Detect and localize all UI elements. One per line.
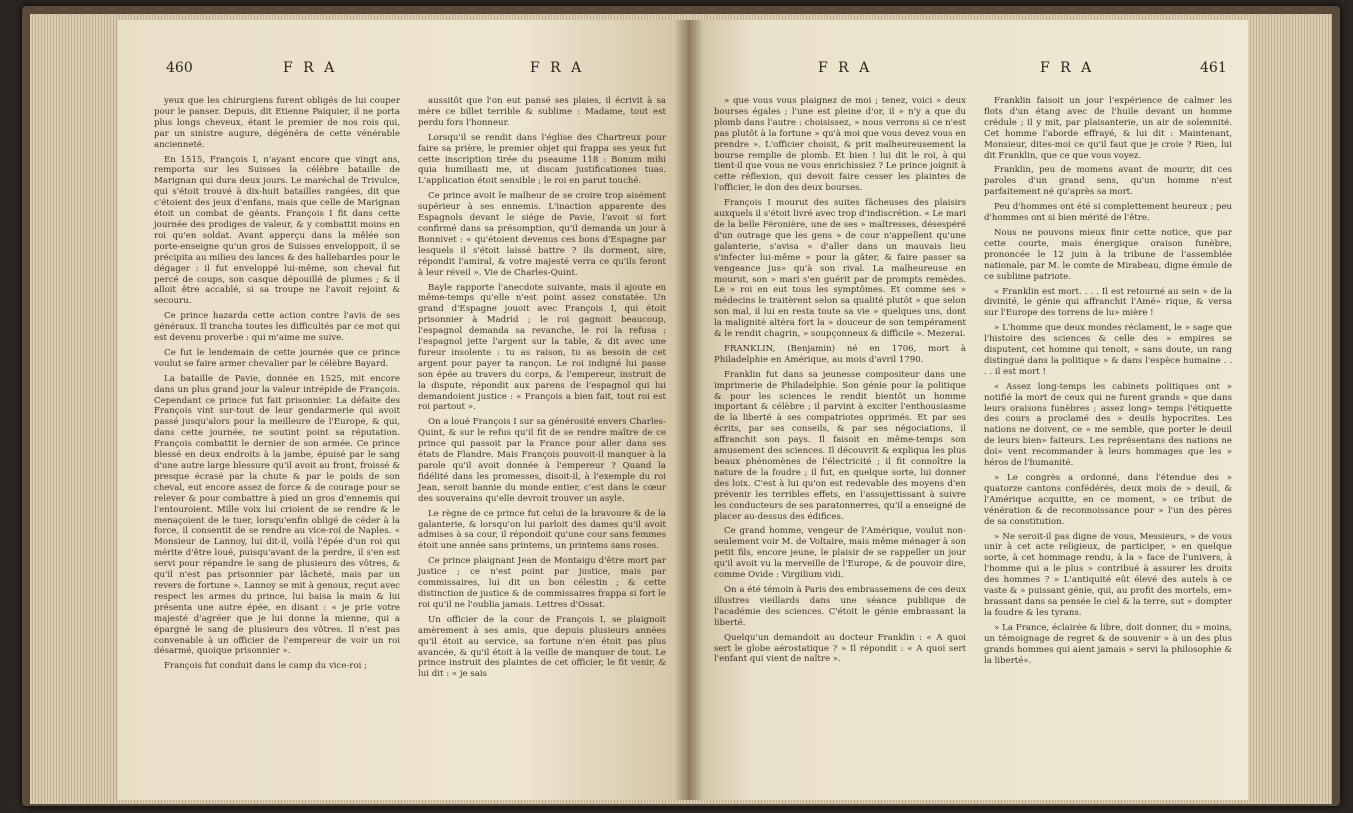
paragraph: yeux que les chirurgiens furent obligés de lui couper pour le panser. Depuis, dit Etienne Paiquier, il ne porta plus longs cheveux, étant le premier de nos rois qui, par un sinistre augure, dégénéra de cette vénérable ancienneté. xyxy=(154,96,400,150)
paragraph: François I mourut des suites fâcheuses des plaisirs auxquels il s'étoit livré avec trop d'indiscrétion. « Le mari de la belle Féronière, une de ses » maîtresses, désespéré d'un outrage que les gens » de cour n'appellent qu'une galanterie, s'avisa » d'aller dans un mauvais lieu s'infecter lui-même » pour la gâter, & faire passer sa vengeance jus» qu'à son rival. La malheureuse en mourut, son » mari s'en guérit par de prompts remèdes. Le » roi en eut tous les symptômes. Et comme ses » médecins le traitèrent selon sa qualité plutôt » que selon son mal, il lui en resta toute sa vie » quelques uns, dont la malignité altéra fort la » douceur de son tempérament & le rendit chagrin, » soupçonneux & difficile ». Mezerai. xyxy=(714,198,966,340)
paragraph: On a été témoin à Paris des embrassemens de ces deux illustres vieillards dans une séance publique de l'académie des sciences. C'étoit le génie embrassant la liberté. xyxy=(714,584,966,628)
paragraph: Ce prince plaignant Jean de Montaigu d'être mort par justice ; ce n'est point par justice, mais par commissaires, lui dit un bon célestin ; & cette distinction de justice & de commissaires frappa si fort le roi qu'il ne l'oublia jamais. Lettres d'Ossat. xyxy=(418,556,666,610)
paragraph: Franklin faisoit un jour l'expérience de calmer les flots d'un étang avec de l'huile devant un homme crédule ; il y mit, par plaisanterie, un air de solemnité. Cet homme l'aborde effrayé, & lui dit : Maintenant, Monsieur, dites-moi ce qu'il faut que je croie ? Rien, lui dit Franklin, que ce que vous voyez. xyxy=(984,96,1232,161)
paragraph: Un officier de la cour de François I, se plaignoit amèrement à ses amis, que depuis plusieurs années qu'il étoit au service, sa fortune n'en étoit pas plus avancée, & qu'il étoit à la veille de manquer de tout. Le prince instruit des plaintes de cet officier, le fit venir, & lui dit : « je sais xyxy=(418,614,666,680)
paragraph: Franklin, peu de momens avant de mourir, dit ces paroles d'un grand sens, qu'un homme n'est parfaitement né qu'après sa mort. xyxy=(984,165,1232,198)
left-header-running-head-1: F R A xyxy=(283,60,338,76)
left-page-header xyxy=(118,34,688,74)
left-page-number: 460 xyxy=(166,60,193,76)
right-header-running-head-2: F R A xyxy=(1040,60,1095,76)
paragraph: Ce fut le lendemain de cette journée que ce prince voulut se faire armer chevalier par le célèbre Bayard. xyxy=(154,347,400,369)
paragraph: On a loué François I sur sa générosité envers Charles-Quint, & sur le refus qu'il fit de se rendre maître de ce prince qui passoit par la France pour aller dans ses états de Flandre. Mais François pouvoit-il manquer à la parole qu'il avoit donnée à l'empereur ? Quand la fidélité dans les promesses, disoit-il, à l'exemple du roi Jean, seroit bannie du monde entier, c'est dans le cœur des souverains qu'elle devroit trouver un asyle. xyxy=(418,417,666,504)
paragraph: » Ne seroit-il pas digne de vous, Messieurs, » de vous unir à cet acte religieux, de participer, » en quelque sorte, à cet hommage rendu, à la » face de l'univers, à l'homme qui a le plus » contribué à assurer les droits des hommes ? » L'antiquité eût élevé des autels à ce vaste & » puissant génie, qui, au profit des mortels, em» brassant dans sa pensée le ciel & la terre, sut » dompter la foudre & les tyrans. xyxy=(984,531,1232,618)
right-page xyxy=(688,20,1248,800)
book-gutter xyxy=(674,20,704,800)
paragraph: François fut conduit dans le camp du vice-roi ; xyxy=(164,661,368,672)
right-column-1 xyxy=(714,96,966,790)
paragraph: Nous ne pouvons mieux finir cette notice, que par cette courte, mais énergique oraison funèbre, prononcée le 12 juin à la tribune de l'assemblée nationale, par M. le comte de Mirabeau, digne émule de ce sublime patriote. xyxy=(984,227,1232,282)
paragraph: » La France, éclairée & libre, doit donner, du » moins, un témoignage de regret & de souvenir » à un des plus grands hommes qui aient jamais » servi la philosophie & la liberté». xyxy=(984,622,1232,666)
paragraph: aussitôt que l'on eut pansé ses plaies, il écrivit à sa mère ce billet terrible & sublime : Madame, tout est perdu fors l'honneur. xyxy=(418,96,666,128)
paragraph: Quelqu'un demandoit au docteur Franklin : « A quoi sert le globe aérostatique ? » Il répondit : « A quoi sert l'enfant qui vient de naître ». xyxy=(714,632,966,665)
paragraph: « Assez long-temps les cabinets politiques ont » notifié la mort de ceux qui ne furent grands » que dans leurs oraisons funèbres ; assez long» temps l'étiquette des cours a proclamé des » deuils hypocrites. Les nations ne doivent, ce » me semble, que porter le deuil de leurs bien» faiteurs. Les représentans des nations ne doi» vent recommander à leurs hommages que les » héros de l'humanité. xyxy=(984,381,1232,469)
left-column-1 xyxy=(154,96,400,790)
paragraph: FRANKLIN, (Benjamin) né en 1706, mort à Philadelphie en Amérique, au mois d'avril 1790. xyxy=(714,343,966,365)
paragraph: Ce grand homme, vengeur de l'Amérique, voulut non-seulement voir M. de Voltaire, mais même ménager à son petit fils, encore jeune, le plaisir de se rappeller un jour qu'il avoit vu la merveille de l'Europe, & de pouvoir dire, comme Ovide : Virgilium vidi. xyxy=(714,526,966,581)
paragraph: Ce prince hazarda cette action contre l'avis de ses généraux. Il trancha toutes les difficultés par ce mot qui est devenu proverbe : qui m'aime me suive. xyxy=(154,311,400,344)
left-page xyxy=(118,20,688,800)
paragraph: Ce prince avoit le malheur de se croire trop aisément supérieur à ses ennemis. L'inaction apparente des Espagnols devant le siége de Pavie, l'avoit si fort confirmé dans sa présomption, qu'il demanda un jour à Bonnivet : « qu'étoient devenus ces bons d'Espagne par lesquels il s'étoit laissé battre ? ils dorment, sire, répondit l'amiral, & votre majesté verra ce qu'ils feront à leur réveil ». Vie de Charles-Quint. xyxy=(418,191,666,278)
paragraph: » Le congrès a ordonné, dans l'étendue des » quatorze cantons confédérés, deux mois de » deuil, & l'Amérique acquitte, en ce moment, » ce tribut de vénération & de reconnoissance pour » l'un des pères de sa constitution. xyxy=(984,473,1232,527)
right-page-number: 461 xyxy=(1200,60,1227,76)
paragraph: Franklin fut dans sa jeunesse compositeur dans une imprimerie de Philadelphie. Son génie pour la politique & pour les sciences le rendit bientôt un homme important & célèbre ; il parvint à exciter l'enthousiasme de la liberté à ses compatriotes opprimés. Et par ses écrits, par ses conseils, & par ses négociations, il affranchit son pays. Il faisoit en même-temps son amusement des sciences. Il découvrit & expliqua les plus beaux phénomènes de l'électricité ; il fit connoître la nature de la foudre ; il fut, en quelque sorte, lui donner des loix. C'est à lui qu'on est redevable des moyens d'en prévenir les terribles effets, en l'assujettissant à suivre les conducteurs de ses paratonnerres, qu'il a enseigné de placer au-dessus des édifices. xyxy=(714,369,966,522)
right-page-header xyxy=(688,34,1248,74)
paragraph: Lorsqu'il se rendit dans l'église des Chartreux pour faire sa prière, le premier objet qui frappa ses yeux fut cette inscription tirée du pseaume 118 : Bonum mihi quia humiliasti me, ut discam justificationes tuas. L'application étoit sensible ; le roi en parut touché. xyxy=(418,132,666,187)
book xyxy=(22,6,1340,806)
paragraph: » que vous vous plaignez de moi ; tenez, voici » deux bourses égales ; l'une est pleine d'or, il » n'y a que du plomb dans l'autre : choisissez, » nous verrons si ce n'est pas plutôt à la fortune » qu'à moi que vous devez vous en prendre ». L'officier choisit, & prit malheureusement la bourse remplie de plomb. Et bien ! lui dit le roi, à qui tient-il que vous ne vous enrichissiez ? Le prince joignit à cette réflexion, qui devoit faire cesser les plaintes de l'officier, le don des deux bourses. xyxy=(714,96,966,194)
right-header-running-head-1: F R A xyxy=(818,60,873,76)
paragraph: Bayle rapporte l'anecdote suivante, mais il ajoute en même-temps qu'elle n'est point assez constatée. Un grand d'Espagne jouoit avec François I, qui étoit prisonnier à Madrid ; le roi gagnoit beaucoup, l'espagnol demanda sa revanche, le roi la refusa ; l'espagnol jette l'argent sur la table, & dit avec une fureur insolente : tu as raison, tu as besoin de cet argent pour payer ta rançon. Le roi indigné lui passe son épée au travers du corps, & l'empereur, instruit de la dispute, répondit aux parens de l'espagnol qui lui demandoient justice : « François a bien fait, tout roi est roi partout ». xyxy=(418,282,666,413)
paragraph: Le règne de ce prince fut celui de la bravoure & de la galanterie, & lorsqu'on lui parloit des dames qu'il avoit admises à sa cour, il répondoit qu'une cour sans femmes étoit une année sans printems, un printems sans roses. xyxy=(418,508,666,552)
paragraph: En 1515, François I, n'ayant encore que vingt ans, remporta sur les Suisses la célèbre bataille de Marignan qui dura deux jours. Le maréchal de Trivulce, qui s'étoit trouvé à dix-huit batailles rangées, dit que c'étoient des jeux d'enfans, mais que celle de Marignan étoit un combat de géants. François I fit dans cette journée des prodiges de valeur, & y combattit moins en roi qu'en soldat. Avant apperçu dans la mêlée son porte-enseigne qu'un gros de Suisses enveloppoit, il se précipita au milieu des lances & des hallebardes pour le dégager : il fut enveloppé lui-même, son cheval fut percé de coups, son casque dépouillé de plumes ; & il alloit être accablé, si sa troupe ne l'avoit rejoint & secouru. xyxy=(154,154,400,307)
left-column-2 xyxy=(418,96,666,790)
left-header-running-head-2: F R A xyxy=(530,60,585,76)
right-column-2 xyxy=(984,96,1232,790)
paragraph: » L'homme que deux mondes réclament, le » sage que l'histoire des sciences & celle des » empires se disputent, cet homme qui tenoit, » sans doute, un rang distingué dans la politique » & dans l'espèce humaine . . . . il est mort ! xyxy=(984,323,1232,377)
paragraph: Peu d'hommes ont été si complettement heureux ; peu d'hommes ont si bien mérité de l'être. xyxy=(984,202,1232,224)
paragraph: La bataille de Pavie, donnée en 1525, mit encore dans un plus grand jour la valeur intrépide de François. Cependant ce prince fut fait prisonnier. La défaite des François vint sur-tout de leur gendarmerie qui avoit passé jusqu'alors pour la meilleure de l'Europe, & qui, dans cette journée, ne soutint point sa réputation. François combattit le dernier de son armée. Ce prince blessé en deux endroits à la jambe, épuisé par le sang d'une autre large blessure qu'il avoit au front, froissé & presque écrasé par la chute & par le poids de son cheval, eut encore assez de force & de courage pour se relever & pour combattre à pied un gros d'ennemis qui l'entouroient. Mille voix lui crioient de se rendre & le menaçoient de le tuer, lorsqu'enfin obligé de céder à la force, il consentit de se rendre au vice-roi de Naples. « Monsieur de Lannoy, lui dit-il, voilà l'épée d'un roi qui mérite d'être loué, puisqu'avant de la perdre, il s'en est servi pour répandre le sang de plusieurs des vôtres, & qu'il n'est pas prisonnier par lâcheté, mais par un revers de fortune ». Lannoy se mit à genoux, reçut avec respect les armes du prince, lui baisa la main & lui présenta une autre épée, en disant : « je prie votre majesté d'agréer que je lui donne la mienne, qui a épargné le sang de plusieurs des vôtres. Il n'est pas convenable à un officier de l'empereur de voir un roi désarmé, quoique prisonnier ». xyxy=(154,373,400,657)
paragraph: « Franklin est mort. . . . Il est retourné au sein » de la divinité, le génie qui affranchit l'Amé» rique, & versa sur l'Europe des torrens de lu» mière ! xyxy=(984,286,1232,319)
